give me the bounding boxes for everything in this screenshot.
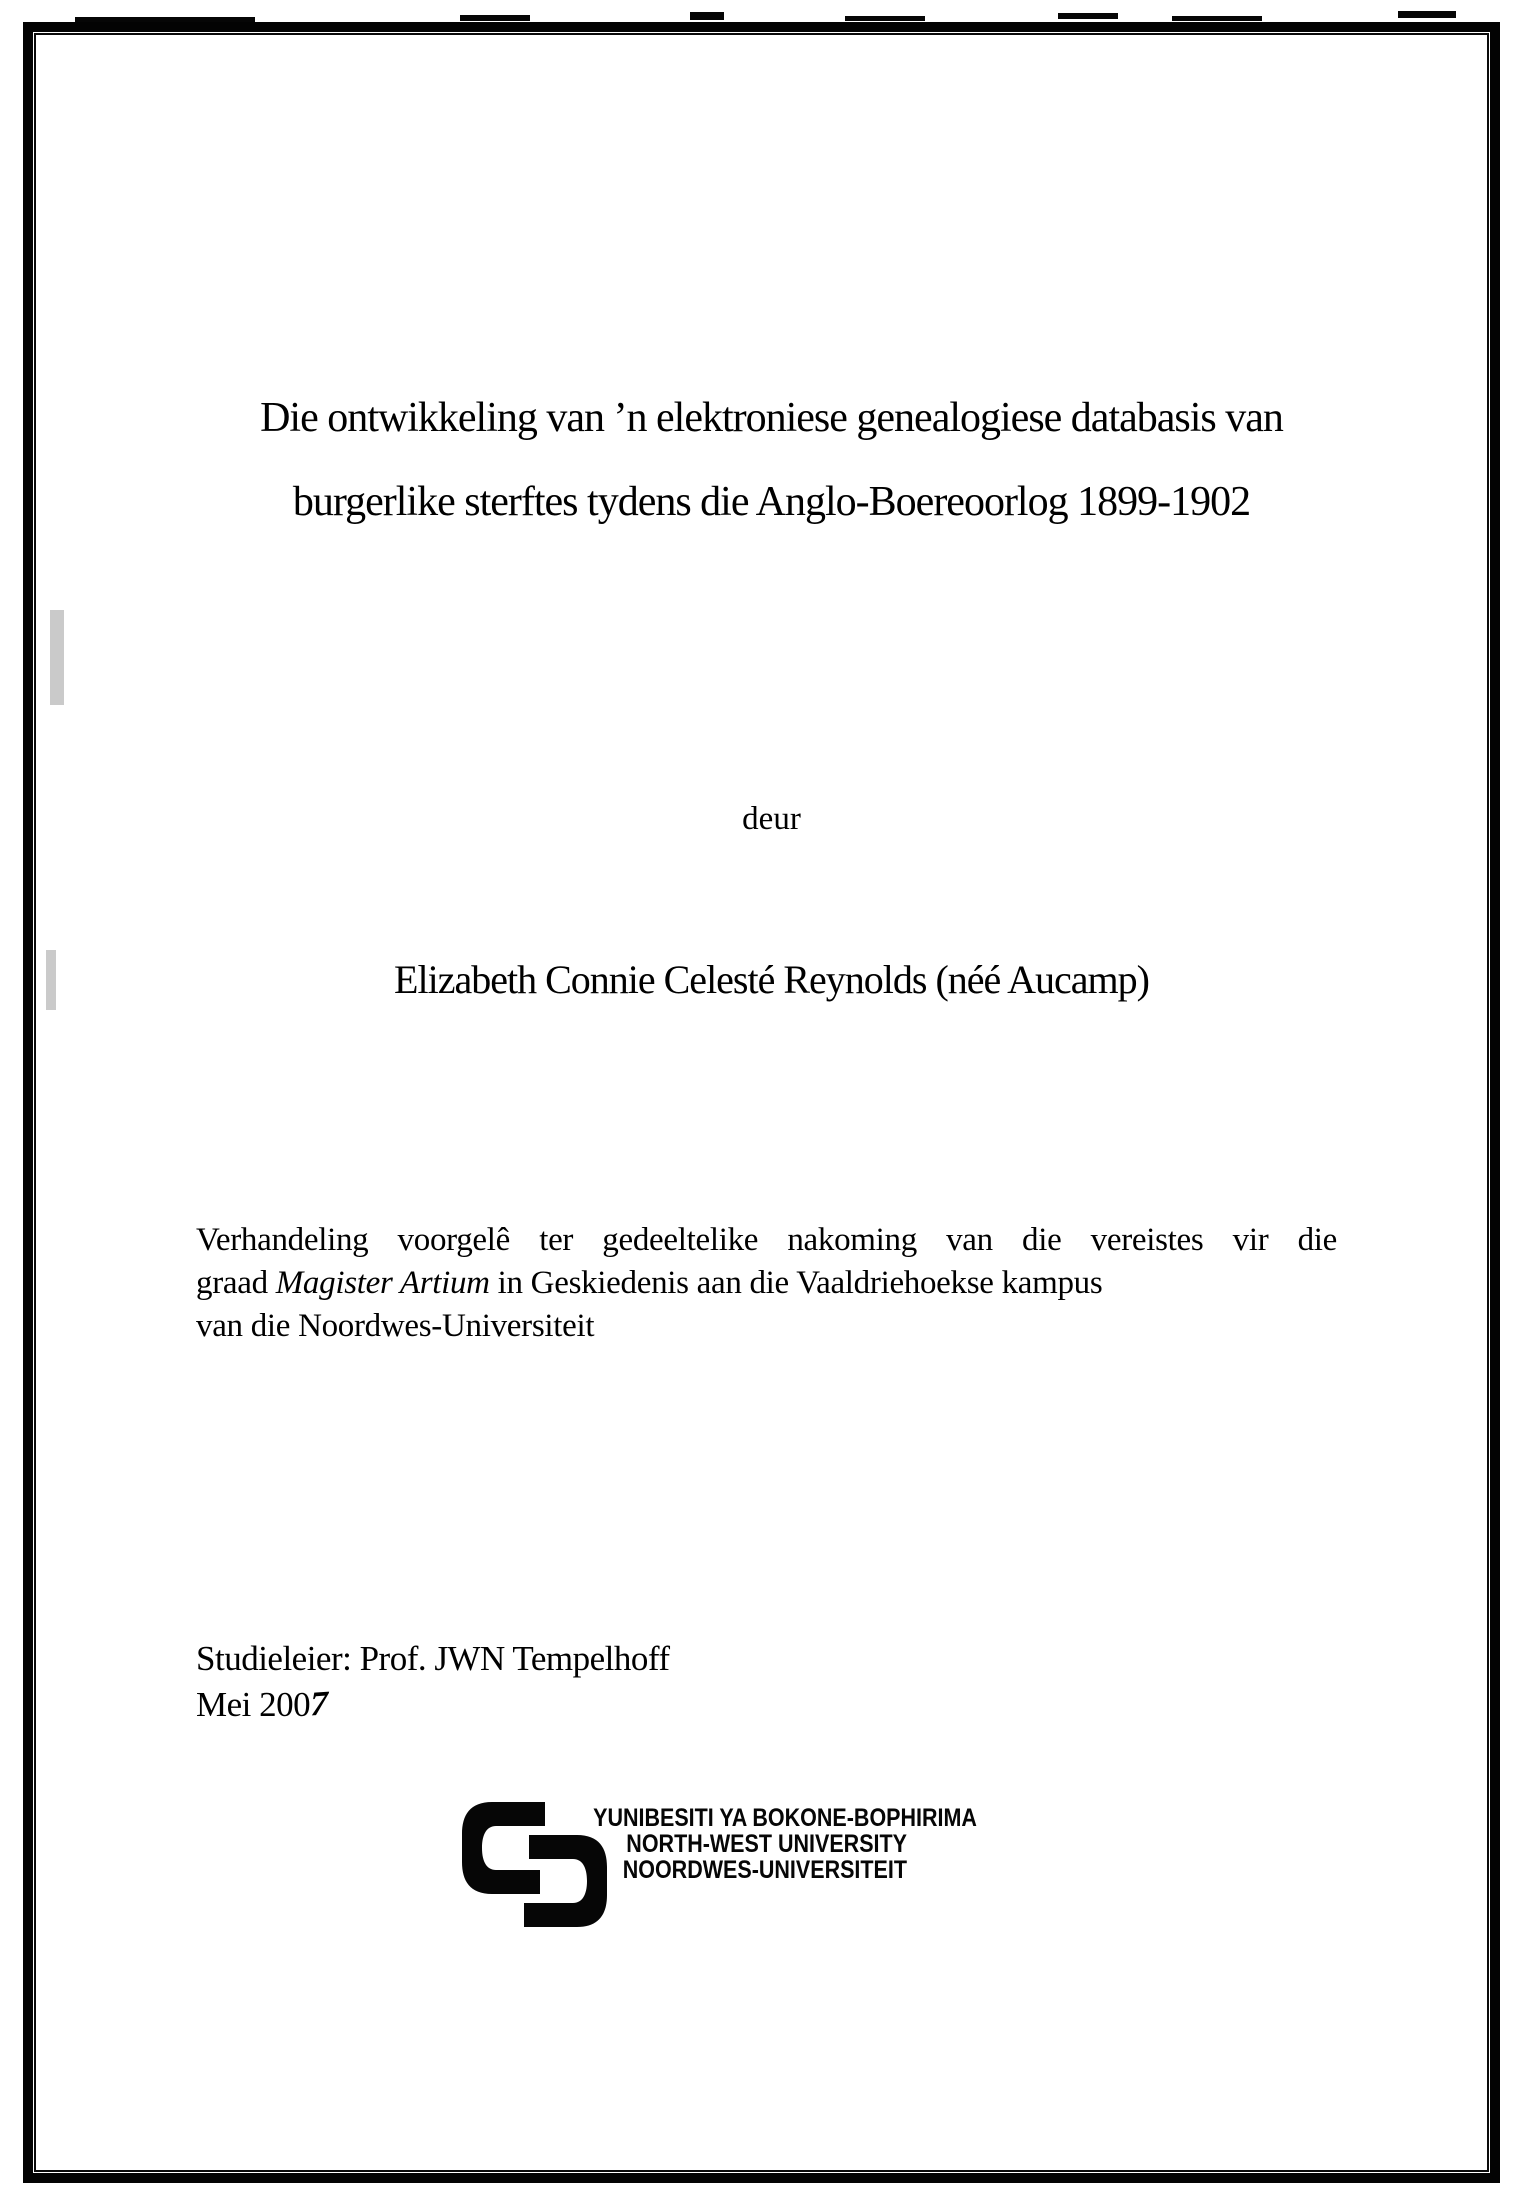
degree-statement-line2-pre: graad [196, 1265, 276, 1301]
logo-line-afrikaans: NOORDWES-UNIVERSITEIT [622, 1856, 907, 1884]
thesis-title-line1: Die ontwikkeling van ’n elektroniese genealogiese databasis van [260, 395, 1283, 441]
thesis-title-line2: burgerlike sterftes tydens die Anglo-Boereoorlog 1899-1902 [292, 479, 1251, 525]
byline-label: deur [742, 801, 801, 837]
degree-name-italic: Magister Artium [275, 1265, 490, 1301]
scan-artifact [845, 16, 925, 21]
handwritten-seven: 7 [306, 1683, 332, 1724]
scan-artifact [1172, 16, 1262, 21]
supervisor-block [196, 1636, 670, 1728]
scan-artifact [460, 15, 530, 21]
scan-artifact [690, 12, 724, 20]
nwu-chainlink-icon [462, 1802, 607, 1927]
degree-statement [196, 1219, 1337, 1348]
university-logo [462, 1800, 977, 1932]
degree-statement-line1: Verhandeling voorgelê ter gedeeltelike nakoming van die vereistes vir die [196, 1222, 1337, 1258]
logo-line-setswana: YUNIBESITI YA BOKONE-BOPHIRIMA [593, 1804, 977, 1832]
logo-line-english: NORTH-WEST UNIVERSITY [626, 1830, 907, 1858]
university-logo-text [593, 1804, 977, 1884]
date-line [196, 1682, 670, 1728]
degree-statement-line2 [196, 1262, 1337, 1305]
thesis-title [16, 376, 1527, 544]
author-name: Elizabeth Connie Celesté Reynolds (néé Aucamp) [394, 957, 1149, 1002]
degree-statement-line2-post: in Geskiedenis aan die Vaaldriehoekse kampus [489, 1265, 1103, 1301]
supervisor-line: Studieleier: Prof. JWN Tempelhoff [196, 1639, 670, 1678]
date-prefix: Mei 200 [196, 1685, 311, 1724]
degree-statement-line3: van die Noordwes-Universiteit [196, 1308, 595, 1344]
scan-artifact [1058, 13, 1118, 19]
scan-artifact [1398, 11, 1456, 18]
